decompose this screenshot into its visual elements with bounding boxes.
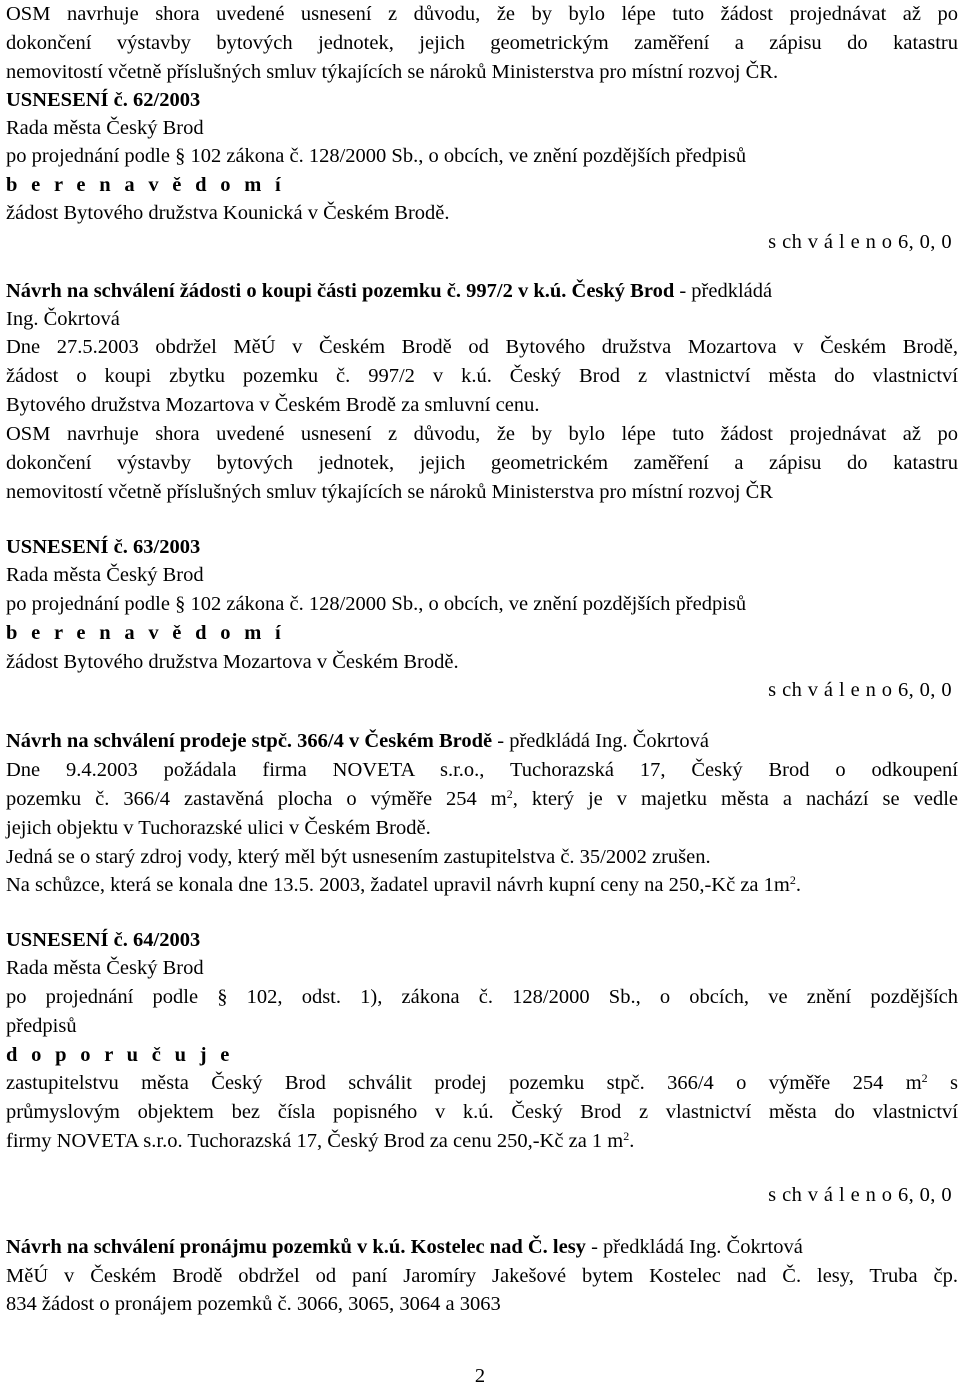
council-name: Rada města Český Brod: [6, 957, 204, 979]
proposal-heading: Návrh na schválení prodeje stpč. 366/4 v Českém Brodě - předkládá Ing. Čokrtová: [6, 730, 710, 752]
resolution-title: USNESENÍ č. 62/2003: [6, 89, 201, 111]
text-line: zastupitelstvu města Český Brod schválit prodej pozemku stpč. 366/4 o výměře 254 $m^2$ s: [6, 1071, 958, 1094]
text-line: Bytového družstva Mozartova v Českém Brodě za smluvní cenu.: [6, 394, 540, 416]
resolution-title: USNESENÍ č. 63/2003: [6, 536, 201, 558]
resolution-text: žádost Bytového družstva Mozartova v Českém Brodě.: [6, 651, 459, 673]
text-line: OSM navrhuje shora uvedené usnesení z důvodu, že by bylo lépe tuto žádost projednávat až po: [6, 3, 958, 25]
resolution-verb: b e r e n a v ě d o m í: [6, 622, 286, 644]
section-sign-icon: §: [217, 986, 228, 1008]
proposal-heading: Návrh na schválení žádosti o koupi části pozemku č. 997/2 v k.ú. Český Brod - předkládá: [6, 280, 773, 302]
text-line: Na schůzce, která se konala dne 13.5. 2003, žadatel upravil návrh kupní ceny na 250,-Kč za $1m^2$.: [6, 873, 801, 896]
text-line: Dne 9.4.2003 požádala firma NOVETA s.r.o., Tuchorazská 17, Český Brod o odkoupení: [6, 759, 958, 781]
resolution-text: žádost Bytového družstva Kounická v Českém Brodě.: [6, 202, 450, 224]
text-line: nemovitostí včetně příslušných smluv týkajících se nároků Ministerstva pro místní rozvoj ČR: [6, 481, 773, 503]
text-line: pozemku č. 366/4 zastavěná plocha o výměře 254 $m^2$, který je v majetku města a nachází se vedle: [6, 787, 958, 810]
resolution-verb: d o p o r u č u j e: [6, 1044, 234, 1066]
text-line: dokončení výstavby bytových jednotek, jejich geometrickým zaměření a zápisu do katastru: [6, 32, 958, 54]
text-line: MěÚ v Českém Brodě obdržel od paní Jaromíry Jakešové bytem Kostelec nad Č. lesy, Truba čp.: [6, 1265, 958, 1287]
text-line: dokončení výstavby bytových jednotek, jejich geometrickém zaměření a zápisu do katastru: [6, 452, 958, 474]
section-sign-icon: §: [175, 593, 186, 615]
legal-basis-cont: předpisů: [6, 1015, 77, 1037]
text-line: firmy NOVETA s.r.o. Tuchorazská 17, Český Brod za cenu 250,-Kč za 1 $m^2$.: [6, 1129, 635, 1152]
council-name: Rada města Český Brod: [6, 564, 204, 586]
text-line: Dne 27.5.2003 obdržel MěÚ v Českém Brodě od Bytového družstva Mozartova v Českém Brodě,: [6, 336, 958, 358]
text-line: Jedná se o starý zdroj vody, který měl být usnesením zastupitelstva č. 35/2002 zrušen.: [6, 846, 711, 868]
legal-basis: po projednání podle § 102 zákona č. 128/2000 Sb., o obcích, ve znění pozdějších předpisů: [6, 145, 747, 167]
legal-basis: po projednání podle § 102, odst. 1), zákona č. 128/2000 Sb., o obcích, ve znění pozdějších: [6, 986, 958, 1008]
council-name: Rada města Český Brod: [6, 117, 204, 139]
text-line: průmyslovým objektem bez čísla popisného v k.ú. Český Brod z vlastnictví města do vlastnictví: [6, 1101, 958, 1123]
vote-result: s ch v á l e n o 6, 0, 0: [768, 1184, 952, 1206]
page-number: 2: [474, 1365, 486, 1387]
resolution-title: USNESENÍ č. 64/2003: [6, 929, 201, 951]
vote-result: s ch v á l e n o 6, 0, 0: [768, 231, 952, 253]
proposal-presenter: Ing. Čokrtová: [6, 308, 120, 330]
vote-result: s ch v á l e n o 6, 0, 0: [768, 679, 952, 701]
section-sign-icon: §: [175, 145, 186, 167]
text-line: jejich objektu v Tuchorazské ulici v Českém Brodě.: [6, 817, 431, 839]
text-line: 834 žádost o pronájem pozemků č. 3066, 3065, 3064 a 3063: [6, 1293, 501, 1315]
text-line: OSM navrhuje shora uvedené usnesení z důvodu, že by bylo lépe tuto žádost projednávat až po: [6, 423, 958, 445]
resolution-verb: b e r e n a v ě d o m í: [6, 174, 286, 196]
text-line: nemovitostí včetně příslušných smluv týkajících se nároků Ministerstva pro místní rozvoj ČR.: [6, 61, 779, 83]
proposal-heading: Návrh na schválení pronájmu pozemků v k.ú. Kostelec nad Č. lesy - předkládá Ing. Čokrtová: [6, 1236, 803, 1258]
text-line: žádost o koupi zbytku pozemku č. 997/2 v k.ú. Český Brod z vlastnictví města do vlastnictví: [6, 365, 958, 387]
legal-basis: po projednání podle § 102 zákona č. 128/2000 Sb., o obcích, ve znění pozdějších předpisů: [6, 593, 747, 615]
